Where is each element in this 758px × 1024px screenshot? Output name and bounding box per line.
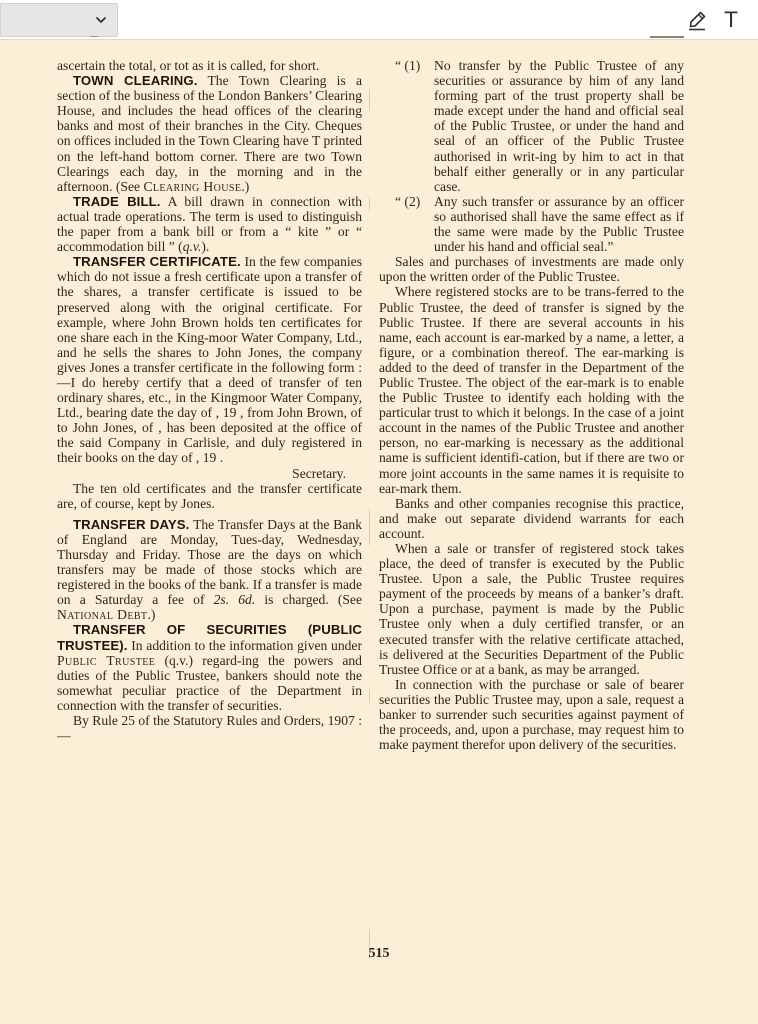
cross-reference: National Debt xyxy=(57,607,148,623)
entry-heading: TRADE BILL. xyxy=(73,193,161,209)
scanned-page xyxy=(0,41,758,1024)
entry-text: In addition to the information given under xyxy=(131,637,362,653)
paragraph: By Rule 25 of the Statutory Rules and Orders, 1907 :— xyxy=(57,713,362,744)
entry-text: .) xyxy=(241,178,250,194)
entry-heading: TRANSFER OF SECURITIES (PUBLIC TRUSTEE). xyxy=(57,622,362,653)
entry-text: ). xyxy=(201,239,210,255)
entry-heading: TOWN CLEARING. xyxy=(73,73,198,89)
chevron-down-icon xyxy=(95,14,107,26)
signature-line: Secretary. xyxy=(292,465,346,481)
right-column xyxy=(379,58,684,752)
entry-text: (q.v.) regard-ing the powers and duties of the Public Trustee, bankers should note the somewhat peculiar practice of the Department in connection with the transfer of securities. xyxy=(57,652,362,713)
left-column xyxy=(57,58,362,743)
entry-text: In the few companies which do not issue a fresh certificate upon a transfer of the shares, a transfer certificate is issued to be preserved along with the original certificate. For example, where John Brown holds ten certificates for one share each in the King-moor Water Company, Ltd., and he sells the shares to John Jones, the company gives Jones a transfer certificate in the following form :—I do hereby certify that a deed of transfer of ten ordinary shares, etc., in the Kingmoor Water Company, Ltd., bearing date the day of , 19 , from John Brown, of to John Jones, of , has been deposited at the office of the said Company in Carlisle, and duly registered in their books on the day of , 19 . xyxy=(57,254,362,466)
entry-text: The Town Clearing is a section of the business of the London Bankers’ Clearing House, and includes the head offices of the clearing banks and most of their branches in the City. Cheques on offices included in the Town Clearing have T printed on the left-hand bottom corner. There are two Town Clearings each day, in the morning and in the afternoon. (See xyxy=(57,73,363,194)
paragraph: When a sale or transfer of registered stock takes place, the deed of transfer is executed by the Public Trustee. Upon a sale, the Public Trustee requires payment of the proceeds by means of a banker’s draft. Upon a purchase, payment is made by the Public Trustee only when a duly certified transfer, or an executed transfer with the relative certificate attached, is delivered at the Securities Department of the Public Trustee Office or at a bank, as may be arranged. xyxy=(379,541,684,677)
cross-reference: Public Trustee xyxy=(57,652,156,668)
clause-text: Any such transfer or assurance by an officer so authorised shall have the same effect as if the same were made by the Public Trustee under his hand and official seal.” xyxy=(434,193,684,255)
paragraph: In connection with the purchase or sale of bearer securities the Public Trustee may, upon a sale, request a banker to surrender such securities against payment of the proceeds, and, upon a purchase, may request him to make payment therefor upon delivery of the securities. xyxy=(379,676,684,753)
entry-transfer-days xyxy=(57,517,362,623)
rule-clause xyxy=(379,194,684,254)
view-select[interactable] xyxy=(0,3,118,37)
column-divider xyxy=(369,89,370,969)
highlighter-pen-icon[interactable] xyxy=(686,9,708,31)
entry-text: .) xyxy=(147,607,156,623)
entry-town-clearing xyxy=(57,73,362,194)
entry-transfer-of-securities xyxy=(57,622,362,713)
entry-heading: TRANSFER CERTIFICATE. xyxy=(73,254,241,270)
paragraph: The ten old certificates and the transfer certificate are, of course, kept by Jones. xyxy=(57,480,362,511)
entry-trade-bill xyxy=(57,194,362,254)
entry-transfer-certificate xyxy=(57,254,362,465)
entry-text: A bill drawn in connection with actual trade operations. The term is used to distinguish the paper from a bank bill or from a “ kite ” or “ accommodation bill ” ( xyxy=(57,193,362,255)
paragraph: Where registered stocks are to be trans-ferred to the Public Trustee, the deed of transfer is signed by the Public Trustee. If there are several accounts in his name, each account is ear-marked by a name, a letter, a figure, or a combination thereof. The ear-marking is added to the deed of transfer in the Department of the Public Trustee. The object of the ear-mark is to enable the Public Trustee to identify each holding with the particular trust to which it belongs. In the case of a joint account in the names of the Public Trustee and another person, no ear-marking is necessary as the additional name is sufficient identifi-cation, but if there are two or more joint accounts in the same names it is requisite to ear-mark them. xyxy=(379,284,684,496)
text-tool-icon[interactable]: T xyxy=(724,8,738,32)
paragraph: Sales and purchases of investments are made only upon the written order of the Public Trustee. xyxy=(379,254,684,285)
entry-heading: TRANSFER DAYS. xyxy=(73,516,190,532)
clause-text: No transfer by the Public Trustee of any securities or assurance by him of any land forming part of the trust property shall be made except under the hand and official seal of the Public Trustee, or under the hand and seal of an officer of the Public Trustee authorised in writ-ing by him to act in that behalf either generally or in any particular case. xyxy=(434,58,684,194)
paragraph: Banks and other companies recognise this practice, and make out separate dividend warrants for each account. xyxy=(379,495,684,541)
entry-text: 2s. 6d. xyxy=(213,592,256,608)
rule-clause xyxy=(379,58,684,194)
cross-reference: Clearing House xyxy=(143,178,242,194)
clause-number: “ (1) xyxy=(395,58,421,73)
paragraph: ascertain the total, or tot as it is called, for short. xyxy=(57,58,320,73)
clause-number: “ (2) xyxy=(395,193,421,209)
entry-text: is charged. (See xyxy=(264,592,362,608)
page-number: 515 xyxy=(368,946,390,961)
entry-text: The Transfer Days at the Bank of England are Monday, Tues-day, Wednesday, Thursday and Friday. Those are the days on which transfers may be made of those stocks which are registered in the books of the bank. If a transfer is made on a Saturday a fee of xyxy=(57,516,362,608)
entry-text: q.v. xyxy=(182,239,202,255)
reader-toolbar xyxy=(0,0,758,40)
